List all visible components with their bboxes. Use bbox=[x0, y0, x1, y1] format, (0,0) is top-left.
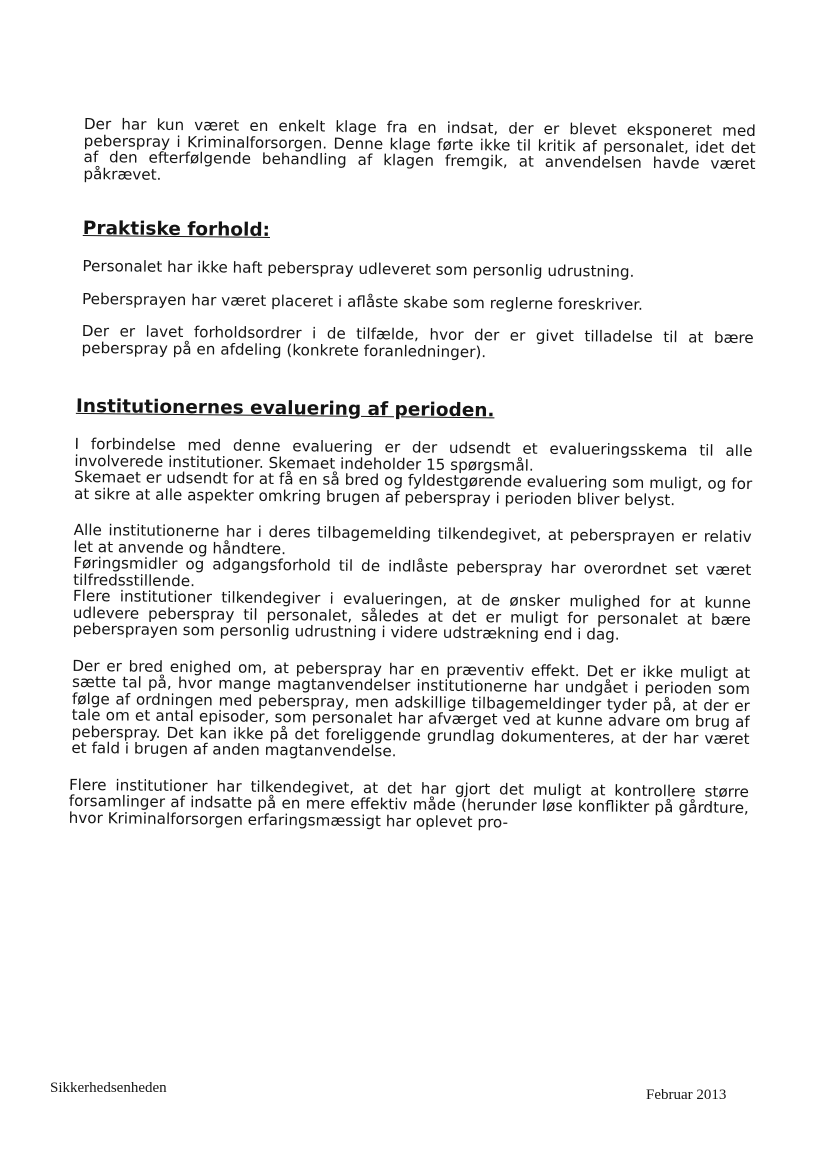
footer-date: Februar 2013 bbox=[646, 1087, 727, 1103]
footer-department: Sikkerhedsenheden bbox=[50, 1080, 167, 1096]
evaluation-paragraph-1: I forbindelse med denne evaluering er der udsendt et evalueringsskema til alle involverede institutioner. Skemaet indeholder 15 spørgsmål. bbox=[74, 434, 753, 475]
heading-institutionernes-evaluering: Institutionernes evaluering af perioden. bbox=[75, 395, 495, 422]
evaluation-paragraph-3: Alle institutionerne har i deres tilbagemelding tilkendegivet, at pebersprayen er relativ let at anvende og håndtere. bbox=[73, 520, 752, 558]
evaluation-paragraph-7: Flere institutioner har tilkendegivet, at det har gjort det muligt at kontrollere større forsamlinger af indsatte på en mere effektiv måde (herunder løse konflikter på gårdture, hvor Kriminalforsorgen erfaringsmæssigt har oplevet pro- bbox=[68, 775, 750, 831]
evaluation-paragraph-2: Skemaet er udsendt for at få en så bred og fyldestgørende evaluering som muligt, og for at sikre at alle aspekter omkring brugen af peberspray i perioden bliver belyst. bbox=[73, 467, 753, 509]
practical-paragraph-3: Der er lavet forholdsordrer i de tilfælde, hvor der er givet tilladelse til at bære peberspray på en afdeling (konkrete foranledninger). bbox=[81, 321, 754, 361]
document-body bbox=[68, 115, 756, 833]
intro-paragraph: Der har kun været en enkelt klage fra en indsat, der er blevet eksponeret med peberspray i Kriminalforsorgen. Denne klage førte ikke til kritik af personalet, idet det af den efterfølgende behandling af klagen fremgik, at anvendelsen havde været påkrævet. bbox=[83, 115, 756, 184]
evaluation-paragraph-4: Føringsmidler og adgangsforhold til de indlåste peberspray har overordnet set været tilfredsstillende. bbox=[73, 553, 752, 590]
heading-praktiske-forhold: Praktiske forhold: bbox=[82, 217, 271, 241]
practical-paragraph-1: Personalet har ikke haft peberspray udleveret som personlig udrustning. bbox=[82, 256, 635, 281]
evaluation-paragraph-5: Flere institutioner tilkendegiver i evalueringen, at de ønsker mulighed for at kunne udlevere peberspray til personalet, således at det er muligt for personalet at bære pebersprayen som personlig udrustning i videre udstrækning end i dag. bbox=[72, 586, 752, 644]
evaluation-paragraph-6: Der er bred enighed om, at peberspray har en præventiv effekt. Det er ikke muligt at sætte tal på, hvor mange magtanvendelser institutionerne har undgået i perioden som følge af ordningen med peberspray, men adskillige tilbagemeldinger tyder på, at der er tale om et antal episoder, som personalet har afværget ved at kunne advare om brug af peberspray. Det kan ikke på det foreliggende grundlag dokumenteres, at der har været et fald i brugen af anden magtanvendelse. bbox=[71, 656, 751, 761]
practical-paragraph-2: Pebersprayen har været placeret i aflåste skabe som reglerne foreskriver. bbox=[81, 289, 644, 314]
